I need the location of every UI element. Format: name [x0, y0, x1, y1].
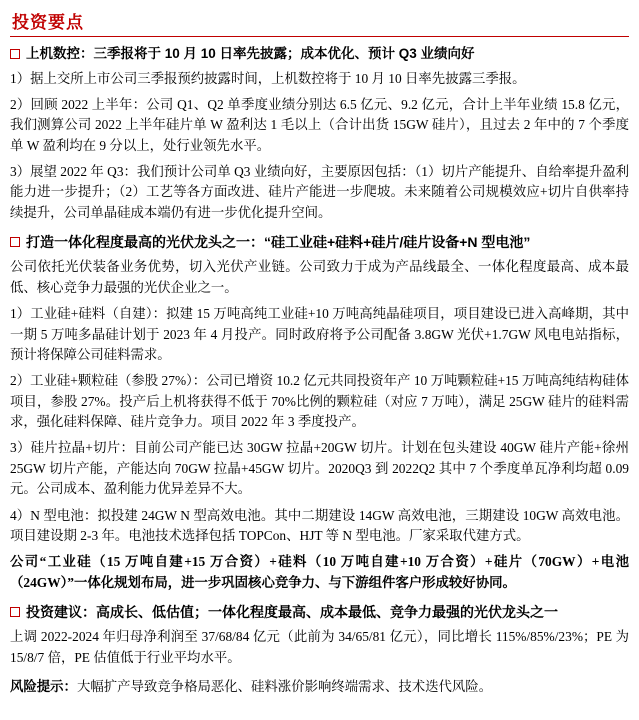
risk-disclaimer [10, 677, 629, 697]
section-heading-text: 投资建议：高成长、低估值；一体化程度最高、成本最低、竞争力最强的光伏龙头之一 [26, 604, 558, 621]
paragraph: 4）N 型电池：拟投建 24GW N 型高效电池。其中二期建设 14GW 高效电池，三期建设 10GW 高效电池。项目建设期 2-3 年。电池技术选择包括 TOPCon、HJT 等 N 型电池。厂家采取代建方式。 [10, 507, 629, 543]
paragraph: 3）硅片拉晶+切片：目前公司产能已达 30GW 拉晶+20GW 切片。计划在包头建设 40GW 硅片产能+徐州 25GW 切片产能，产能达向 70GW 拉晶+45GW 切片。2020Q3 到 2022Q2 其中 7 个季度单瓦净利均超 0.09 元。公司成本、盈利能力优异差异不大。 [10, 440, 629, 497]
page-title: 投资要点 [12, 13, 84, 32]
section-heading-text: 打造一体化程度最高的光伏龙头之一：“硅工业硅+硅料+硅片/硅片设备+N 型电池” [26, 234, 531, 251]
paragraph: 上调 2022-2024 年归母净利润至 37/68/84 亿元（此前为 34/65/81 亿元），同比增长 115%/85%/23%；PE 为 15/8/7 倍，PE 估值低于行业平均水平。 [10, 629, 629, 665]
section-heading-text: 上机数控：三季报将于 10 月 10 日率先披露；成本优化、预计 Q3 业绩向好 [26, 46, 475, 61]
section-heading-advice [10, 602, 629, 622]
paragraph: 1）工业硅+硅料（自建）：拟建 15 万吨高纯工业硅+10 万吨高纯晶硅项目，项目建设已进入高峰期，其中一期 5 万吨多晶硅计划于 2023 年 4 月投产。同时政府将予公司配备 3.8GW 光伏+1.7GW 风电电站指标，预计将保障公司硅料需求。 [10, 306, 629, 362]
paragraph: 1）据上交所上市公司三季报预约披露时间，上机数控将于 10 月 10 日率先披露三季报。 [10, 70, 526, 86]
paragraph: 2）工业硅+颗粒硅（参股 27%）：公司已增资 10.2 亿元共同投资年产 10 万吨颗粒硅+15 万吨高纯结构硅体项目，参股 27%。投产后上机将获得不低于 70%比例的颗粒硅（对应 7 万吨），满足 25GW 硅片的硅料需求，强化硅料保障、硅片竞争力。项目 2022 年 3 季度投产。 [10, 373, 629, 430]
square-bullet-icon [10, 607, 20, 617]
paragraph: 2）回顾 2022 上半年：公司 Q1、Q2 单季度业绩分别达 6.5 亿元、9.2 亿元，合计上半年业绩 15.8 亿元，我们测算公司 2022 上半年硅片单 W 盈利达 1 毛以上（合计出货 15GW 硅片），且过去 2 年中的 7 个季度单 W 盈利均在 9 分以上，处行业领先水平。 [10, 96, 629, 153]
paragraph: 公司“工业硅（15 万吨自建+15 万合资）+硅料（10 万吨自建+10 万合资）+硅片（70GW）+电池（24GW）”一体化规划布局，进一步巩固核心竞争力、与下游组件客户形成较好协同。 [10, 554, 629, 590]
section-heading-yitihua [10, 232, 629, 252]
title-divider [10, 36, 629, 37]
paragraph: 3）展望 2022 年 Q3：我们预计公司单 Q3 业绩向好，主要原因包括：（1）切片产能提升、自给率提升盈利能力进一步提升；（2）工艺等各方面改进、硅片产能进一步爬坡。未来随着公司规模效应+切片自供率持续提升，公司单晶硅成本端仍有进一步优化提升空间。 [10, 164, 629, 220]
square-bullet-icon [10, 237, 20, 247]
risk-label: 风险提示： [10, 679, 77, 695]
paragraph: 公司依托光伏装备业务优势，切入光伏产业链。公司致力于成为产品线最全、一体化程度最高、成本最低、核心竞争力最强的光伏企业之一。 [10, 259, 629, 295]
square-bullet-icon [10, 49, 20, 59]
section-heading-sjsk [10, 44, 629, 64]
risk-text: 大幅扩产导致竞争格局恶化、硅料涨价影响终端需求、技术迭代风险。 [76, 679, 493, 695]
